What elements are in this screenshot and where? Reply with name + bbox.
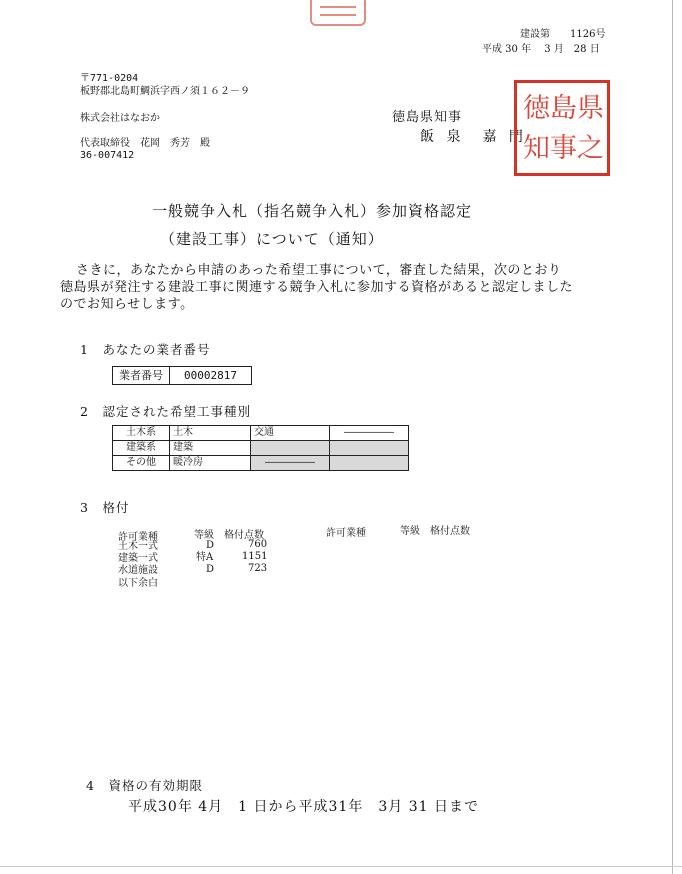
kind-cell: 交通: [251, 426, 330, 441]
grade-row-grade: D: [206, 540, 215, 551]
section2-title: 2 認定された希望工事種別: [80, 404, 251, 419]
kind-cell-shaded: [330, 456, 409, 471]
recipient-code: 36-007412: [80, 150, 135, 161]
kind-cell: 建築: [170, 441, 251, 456]
grade-row-license: 建築一式: [118, 553, 158, 564]
grade-row-points: 1151: [242, 551, 268, 562]
intro-line3: のでお知らせします。: [60, 297, 194, 312]
vendor-number-box: [112, 366, 252, 385]
kind-category: 建築系: [113, 441, 170, 456]
kind-cell: ―――――: [330, 426, 409, 441]
kind-cell: 暖冷房: [170, 456, 251, 471]
grade-row-grade: 特A: [196, 552, 214, 563]
table-row: [113, 456, 409, 471]
section4-title: 4 資格の有効期限: [86, 778, 203, 793]
grade-row-points: 760: [248, 539, 268, 550]
seal-char: 県: [577, 93, 604, 124]
seal-char: 事: [550, 133, 577, 164]
page-edge-right: [672, 0, 673, 874]
work-kind-table: [112, 425, 409, 471]
seal-char: 島: [550, 93, 577, 124]
table-row: [113, 441, 409, 456]
vendor-number-value: 00002817: [184, 369, 237, 382]
section3-title: 3 格付: [80, 500, 130, 515]
col-license-header-2: 許可業種: [326, 528, 366, 539]
heading-line1: 一般競争入札（指名競争入札）参加資格認定: [152, 202, 473, 220]
col-points-header-2: 格付点数: [430, 526, 470, 537]
validity-period: 平成30年 4月 1 日から平成31年 3月 31 日まで: [128, 799, 479, 815]
intro-line2: 徳島県が発注する建設工事に関連する競争入札に参加する資格があると認定しました: [60, 280, 574, 295]
postal-code: 〒771-0204: [80, 73, 139, 84]
seal-char: 徳: [523, 93, 550, 124]
heading-line2: （建設工事）について（通知）: [160, 230, 384, 248]
grade-row-license: 水道施設: [118, 565, 158, 576]
kind-cell-shaded: [330, 441, 409, 456]
remainder-blank-note: 以下余白: [118, 578, 158, 589]
col-points-header: 格付点数: [224, 530, 264, 541]
section1-title: 1 あなたの業者番号: [80, 342, 211, 357]
page-edge-bottom: [0, 866, 682, 867]
col-license-header: 許可業種: [118, 532, 158, 543]
seal-char: 知: [523, 133, 550, 164]
kind-cell: 土木: [170, 426, 251, 441]
grade-row-license: 土木一式: [118, 541, 158, 552]
recipient-company: 株式会社はなおか: [80, 113, 160, 124]
recipient-representative: 代表取締役 花岡 秀芳 殿: [80, 138, 210, 149]
recipient-address: 板野郡北島町鯛浜字西ノ須１６２－９: [80, 86, 250, 97]
table-row: [113, 426, 409, 441]
top-stamp-fragment: [310, 0, 366, 26]
grade-row-points: 723: [248, 563, 268, 574]
kind-cell-shaded: [251, 441, 330, 456]
col-grade-header-2: 等級: [400, 526, 420, 537]
vendor-number-label: 業者番号: [113, 367, 170, 384]
official-seal: [514, 80, 610, 176]
sender-title: 徳島県知事: [392, 110, 463, 125]
seal-char: 之: [577, 133, 604, 164]
col-grade-header: 等級: [194, 530, 214, 541]
kind-category: その他: [113, 456, 170, 471]
sender-name: 飯 泉 嘉 門: [420, 129, 527, 145]
kind-cell-shaded: ―――――: [251, 456, 330, 471]
intro-line1: さきに，あなたから申請のあった希望工事について，審査した結果，次のとおり: [76, 263, 562, 278]
doc-number: 建設第 1126号: [520, 29, 606, 40]
grade-row-grade: D: [206, 564, 215, 575]
kind-category: 土木系: [113, 426, 170, 441]
doc-date: 平成 30 年 3 月 28 日: [482, 44, 600, 55]
